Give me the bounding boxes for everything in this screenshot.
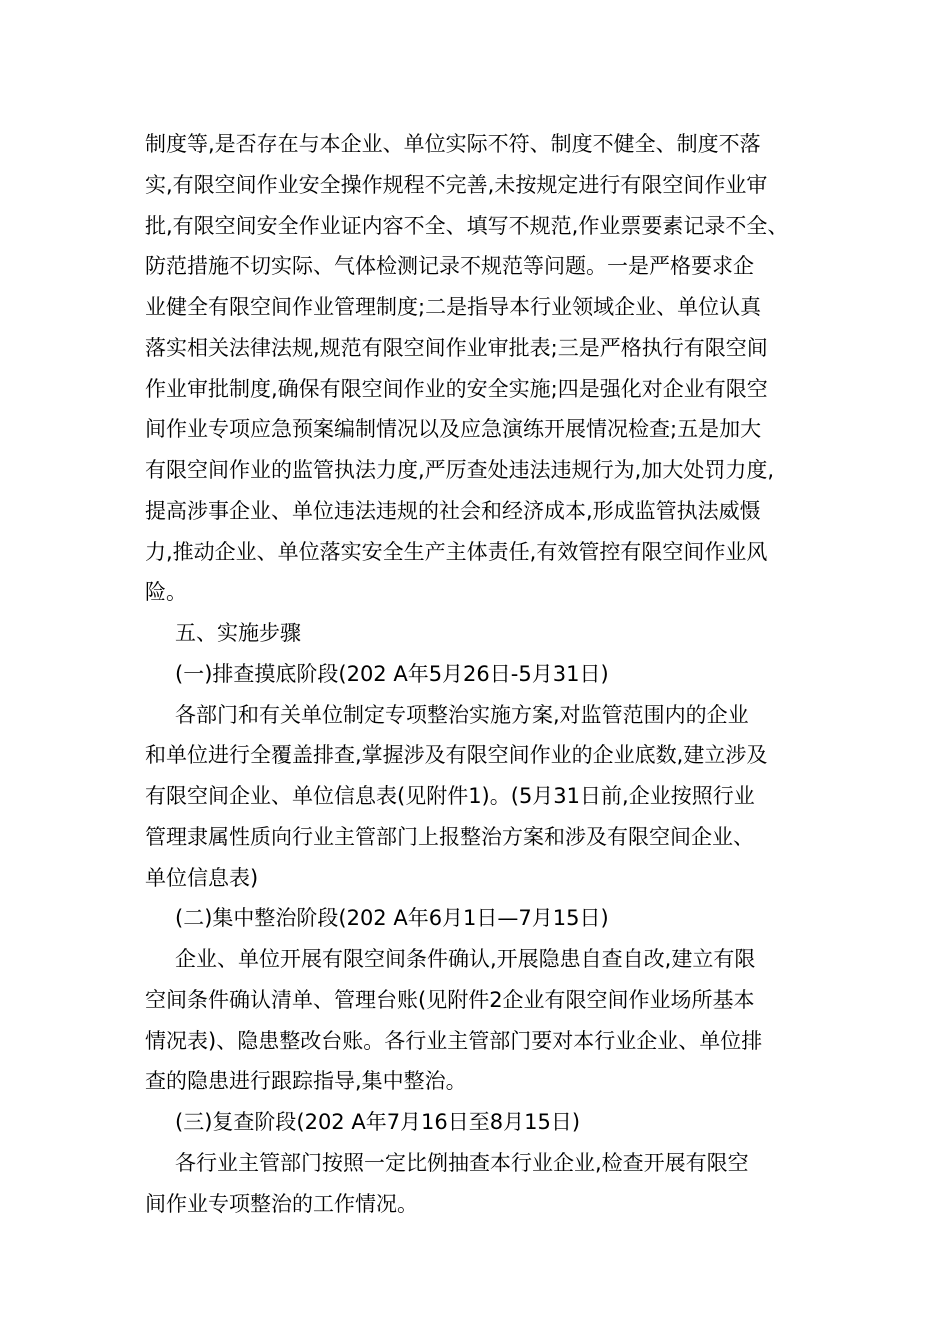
text-line: 查的隐患进行跟踪指导,集中整治。 (145, 1069, 467, 1094)
text-line: 批,有限空间安全作业证内容不全、填写不规范,作业票要素记录不全、 (145, 213, 789, 238)
text-line: 各行业主管部门按照一定比例抽查本行业企业,检查开展有限空 (175, 1150, 749, 1175)
text-line: 管理隶属性质向行业主管部门上报整治方案和涉及有限空间企业、 (145, 824, 754, 849)
text-line: 业健全有限空间作业管理制度;二是指导本行业领域企业、单位认真 (145, 295, 762, 319)
text-line: 制度等,是否存在与本企业、单位实际不符、制度不健全、制度不落 (145, 132, 761, 156)
stage-3-heading: (三)复查阶段(202 A年7月16日至8月15日) (175, 1110, 581, 1134)
text-line: 间作业专项整治的工作情况。 (145, 1191, 418, 1216)
text-line: 情况表)、隐患整改台账。各行业主管部门要对本行业企业、单位排 (145, 1028, 763, 1053)
document-body (145, 124, 810, 1224)
text-line: 单位信息表) (145, 865, 259, 890)
text-line: 提高涉事企业、单位违法违规的社会和经济成本,形成监管执法威慑 (145, 498, 761, 523)
text-line: 空间条件确认清单、管理台账(见附件2企业有限空间作业场所基本 (145, 987, 755, 1012)
text-line: 有限空间企业、单位信息表(见附件1)。(5月31日前,企业按照行业 (145, 784, 755, 808)
text-line: 险。 (145, 580, 187, 605)
stage-2-heading: (二)集中整治阶段(202 A年6月1日—7月15日) (175, 906, 609, 931)
text-line: 间作业专项应急预案编制情况以及应急演练开展情况检查;五是加大 (145, 417, 762, 442)
paragraph-supervision-measures (145, 124, 810, 613)
text-line: 防范措施不切实际、气体检测记录不规范等问题。一是严格要求企 (145, 254, 754, 279)
stage-1-paragraph (145, 695, 810, 899)
stage-3-paragraph (145, 1143, 810, 1225)
text-line: 作业审批制度,确保有限空间作业的安全实施;四是强化对企业有限空 (145, 376, 768, 401)
section-heading-implementation-steps: 五、实施步骤 (175, 621, 301, 645)
text-line: 企业、单位开展有限空间条件确认,开展隐患自查自改,建立有限 (175, 947, 756, 971)
text-line: 实,有限空间作业安全操作规程不完善,未按规定进行有限空间作业审 (145, 172, 768, 197)
text-line: 各部门和有关单位制定专项整治实施方案,对监管范围内的企业 (175, 702, 749, 727)
text-line: 和单位进行全覆盖排查,掌握涉及有限空间作业的企业底数,建立涉及 (145, 743, 768, 768)
stage-2-paragraph (145, 939, 810, 1102)
text-line: 有限空间作业的监管执法力度,严厉查处违法违规行为,加大处罚力度, (145, 458, 775, 482)
text-line: 落实相关法律法规,规范有限空间作业审批表;三是严格执行有限空间 (145, 335, 768, 360)
stage-1-heading: (一)排查摸底阶段(202 A年5月26日-5月31日) (175, 661, 609, 686)
text-line: 力,推动企业、单位落实安全生产主体责任,有效管控有限空间作业风 (145, 539, 768, 564)
